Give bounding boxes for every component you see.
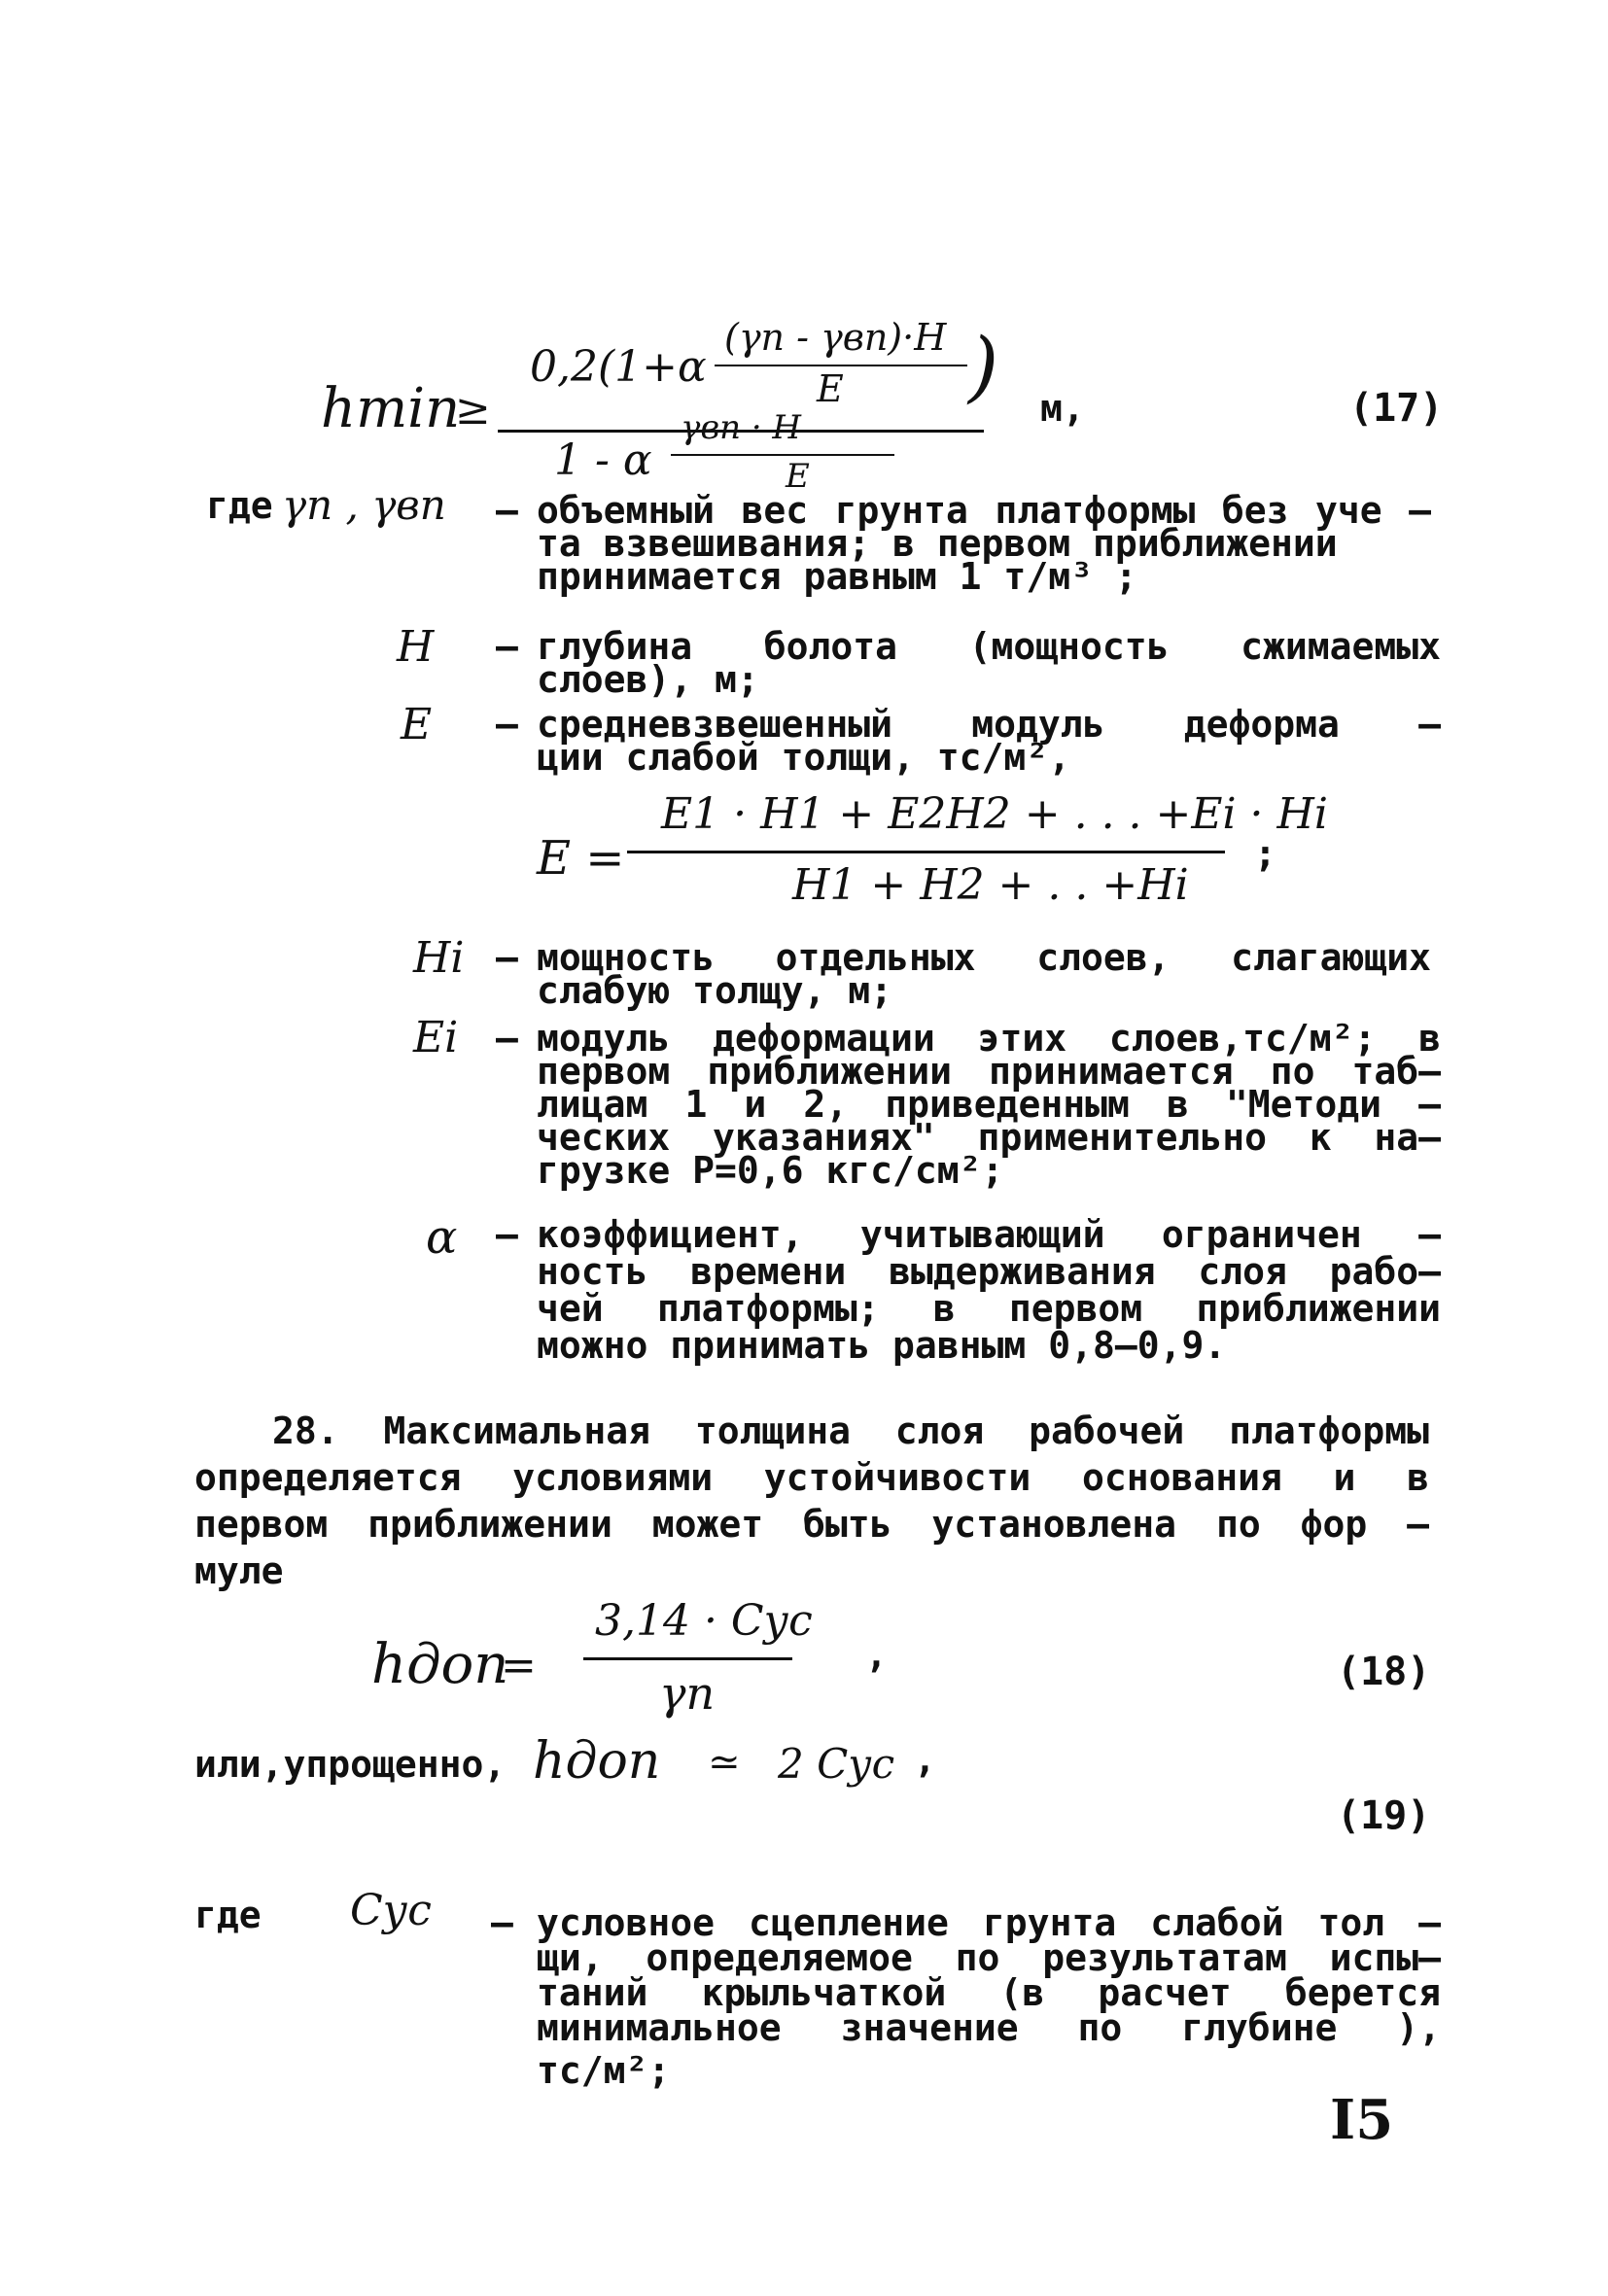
Cyc-definition-line: минимальное значение по глубине ), bbox=[537, 2006, 1441, 2049]
defs-17-intro: где bbox=[206, 484, 273, 527]
formula-17-numerator-inner-bar bbox=[715, 365, 967, 366]
formula-18-fraction-bar bbox=[583, 1657, 792, 1660]
formula-18-number: (18) bbox=[1337, 1650, 1431, 1694]
formula-18-comma: , bbox=[865, 1633, 888, 1676]
H-definition-line: слоев), м; bbox=[537, 658, 759, 701]
gamma-definition bbox=[537, 491, 1431, 596]
Hi-dash: – bbox=[496, 936, 518, 979]
alpha-definition-line: коэффициент, учитывающий ограничен – bbox=[537, 1213, 1441, 1256]
formula-18-numerator: 3,14 · Cус bbox=[595, 1596, 813, 1646]
formula-19-prefix: или,упрощенно, bbox=[194, 1743, 507, 1786]
formula-E-fraction-bar bbox=[627, 851, 1225, 853]
H-definition-line: глубина болота (мощность сжимаемых bbox=[537, 625, 1441, 668]
E-symbol: E bbox=[401, 700, 433, 749]
formula-18-equals: = bbox=[501, 1641, 537, 1690]
formula-17-numerator-inner-top: (γп - γвп)·H bbox=[724, 316, 947, 359]
Cyc-definition-line: таний крыльчаткой (в расчет берется bbox=[537, 1971, 1441, 2014]
Hi-symbol: Hi bbox=[413, 933, 465, 983]
paragraph-28-line: определяется условиями устойчивости основания и в bbox=[194, 1456, 1429, 1499]
formula-17-denominator: 1 - α bbox=[554, 435, 652, 485]
Ei-dash: – bbox=[496, 1017, 518, 1060]
alpha-definition-line: чей платформы; в первом приближении bbox=[537, 1287, 1441, 1330]
paragraph-28-line: первом приближении может быть установлена по фор – bbox=[194, 1503, 1429, 1546]
formula-19-lhs: hдоп bbox=[533, 1732, 661, 1791]
Cyc-definition-line: тс/м²; bbox=[537, 2049, 671, 2092]
Cyc-definition bbox=[537, 1903, 1441, 2090]
formula-17-numerator-inner-bottom: E bbox=[817, 367, 844, 410]
formula-18-lhs: hдоп bbox=[371, 1633, 509, 1696]
formula-17-right-paren: ) bbox=[968, 321, 999, 411]
E-definition bbox=[537, 705, 1441, 777]
defs-19-intro: где bbox=[194, 1894, 262, 1936]
E-definition-line: средневзвешенный модуль деформа – bbox=[537, 703, 1441, 746]
formula-19-rhs: 2 Cус bbox=[778, 1740, 895, 1788]
Ei-definition bbox=[537, 1019, 1441, 1190]
formula-17-number: (17) bbox=[1349, 386, 1444, 431]
Ei-definition-line: первом приближении принимается по таб– bbox=[537, 1050, 1441, 1093]
gamma-definition-line: объемный вес грунта платформы без уче – bbox=[537, 489, 1431, 532]
formula-19-number: (19) bbox=[1337, 1793, 1431, 1838]
formula-17-denominator-inner-bottom: E bbox=[786, 457, 810, 496]
paragraph-28-line: 28. Максимальная толщина слоя рабочей платформы bbox=[272, 1409, 1429, 1452]
Ei-definition-line: лицам 1 и 2, приведенным в "Методи – bbox=[537, 1083, 1441, 1126]
E-definition-line: ции слабой толщи, тс/м², bbox=[537, 736, 1071, 779]
formula-17-numerator: 0,2(1+α bbox=[530, 342, 707, 392]
formula-19-comma: , bbox=[914, 1738, 936, 1781]
Cyc-dash: – bbox=[491, 1901, 513, 1944]
paragraph-28-line: муле bbox=[194, 1549, 284, 1592]
Hi-definition-line: слабую толщу, м; bbox=[537, 969, 893, 1012]
H-definition bbox=[537, 627, 1441, 699]
formula-19-approx: ≃ bbox=[708, 1740, 741, 1785]
Hi-definition-line: мощность отдельных слоев, слагающих bbox=[537, 936, 1431, 979]
Cyc-definition-line: щи, определяемое по результатам испы– bbox=[537, 1936, 1441, 1979]
formula-17-lhs: hmin bbox=[321, 377, 461, 440]
Ei-definition-line: ческих указаниях" применительно к на– bbox=[537, 1116, 1441, 1159]
Hi-definition bbox=[537, 938, 1431, 1010]
gamma-dash: – bbox=[496, 489, 518, 532]
Cyc-symbol: Cус bbox=[350, 1886, 432, 1935]
paragraph-28 bbox=[194, 1408, 1429, 1594]
Ei-definition-line: модуль деформации этих слоев,тс/м²; в bbox=[537, 1017, 1441, 1060]
E-dash: – bbox=[496, 703, 518, 746]
formula-E-numerator: E1 · H1 + E2H2 + . . . +Ei · Hi bbox=[661, 789, 1328, 839]
formula-17-unit: м, bbox=[1040, 387, 1085, 430]
Cyc-definition-line: условное сцепление грунта слабой тол – bbox=[537, 1901, 1441, 1944]
alpha-definition bbox=[537, 1215, 1441, 1365]
H-symbol: H bbox=[397, 622, 435, 672]
page-number: I5 bbox=[1330, 2088, 1394, 2152]
formula-17-denominator-inner-top: γвп · H bbox=[681, 408, 802, 447]
alpha-dash: – bbox=[496, 1213, 518, 1256]
formula-18-denominator: γп bbox=[659, 1667, 716, 1720]
alpha-definition-line: можно принимать равным 0,8–0,9. bbox=[537, 1324, 1227, 1367]
gamma-symbols: γп , γвп bbox=[282, 481, 446, 529]
formula-17-denominator-inner-bar bbox=[671, 454, 894, 456]
formula-E-lhs: E = bbox=[537, 831, 625, 886]
alpha-definition-line: ность времени выдерживания слоя рабо– bbox=[537, 1250, 1441, 1293]
formula-17-operator: ≥ bbox=[455, 385, 491, 435]
alpha-symbol: α bbox=[426, 1210, 458, 1265]
formula-E-denominator: H1 + H2 + . . +Hi bbox=[792, 860, 1189, 910]
formula-E-tail: ; bbox=[1254, 832, 1276, 875]
gamma-definition-line: та взвешивания; в первом приближении bbox=[537, 522, 1338, 565]
H-dash: – bbox=[496, 625, 518, 668]
gamma-definition-line: принимается равным 1 т/м³ ; bbox=[537, 555, 1137, 598]
Ei-symbol: Ei bbox=[413, 1013, 459, 1062]
Ei-definition-line: грузке P=0,6 кгс/см²; bbox=[537, 1149, 1004, 1192]
